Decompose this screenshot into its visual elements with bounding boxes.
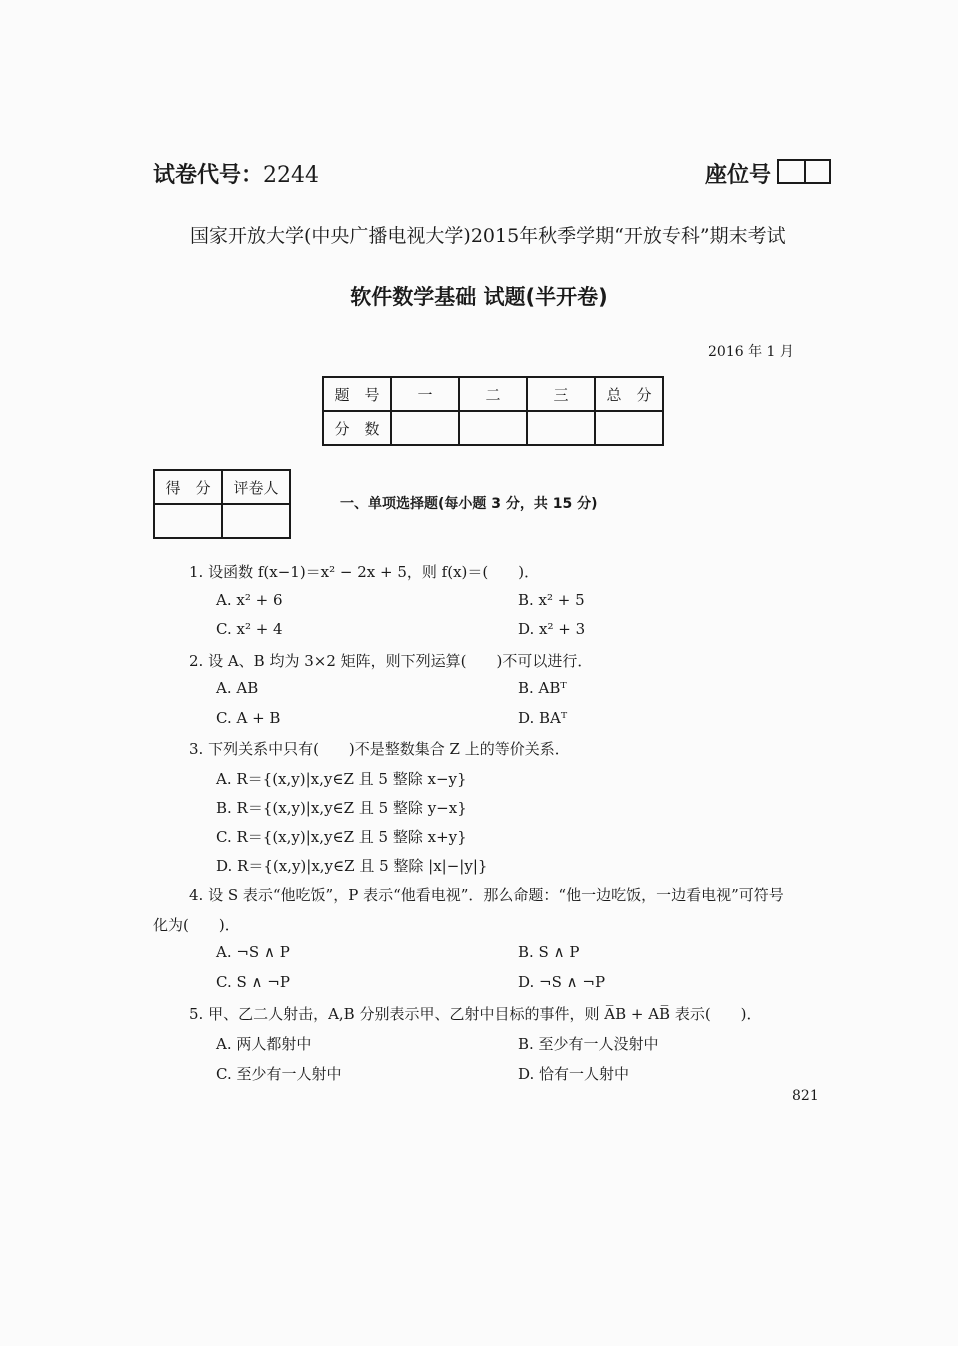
question-stem-continuation: 化为( )． bbox=[153, 916, 240, 934]
score-table-cell: 二 bbox=[459, 377, 527, 411]
grader-table-cell: 得 分 bbox=[154, 470, 222, 504]
score-table-cell: 题 号 bbox=[323, 377, 391, 411]
answer-option: D. ¬S ∧ ¬P bbox=[518, 973, 606, 991]
question-stem: 4. 设 S 表示“他吃饭”，P 表示“他看电视”．那么命题：“他一边吃饭，一边看电视”可符号 bbox=[189, 886, 784, 904]
question-stem: 3. 下列关系中只有( )不是整数集合 Z 上的等价关系． bbox=[189, 740, 570, 758]
seat-label: 座位号 bbox=[705, 163, 772, 188]
answer-option: C. x² + 4 bbox=[216, 620, 283, 638]
answer-option: C. 至少有一人射中 bbox=[216, 1065, 342, 1083]
course-title: 软件数学基础 试题(半开卷) bbox=[350, 285, 608, 309]
exam-title: 国家开放大学(中央广播电视大学)2015年秋季学期“开放专科”期末考试 bbox=[190, 225, 786, 247]
answer-option: C. A + B bbox=[216, 709, 281, 727]
score-table-header-row bbox=[323, 377, 663, 411]
score-table-cell: 分 数 bbox=[323, 411, 391, 445]
answer-option: B. x² + 5 bbox=[518, 591, 585, 609]
answer-option: A. x² + 6 bbox=[216, 591, 283, 609]
answer-option: D. 恰有一人射中 bbox=[518, 1065, 630, 1083]
exam-date: 2016 年 1 月 bbox=[708, 344, 794, 360]
score-entry-cell[interactable] bbox=[459, 411, 527, 445]
paper-code-label: 试卷代号： bbox=[153, 163, 264, 188]
question-stem: 5. 甲、乙二人射击，A,B 分别表示甲、乙射中目标的事件，则 A̅B + AB̅ 表示( )． bbox=[189, 1005, 762, 1023]
grader-table bbox=[153, 469, 291, 539]
section-title: 一、单项选择题(每小题 3 分，共 15 分) bbox=[340, 496, 598, 512]
score-entry-cell[interactable] bbox=[595, 411, 663, 445]
score-table-cell: 三 bbox=[527, 377, 595, 411]
grader-entry-cell[interactable] bbox=[154, 504, 222, 538]
question-stem: 2. 设 A、B 均为 3×2 矩阵，则下列运算( )不可以进行． bbox=[189, 652, 593, 670]
answer-option: B. S ∧ P bbox=[518, 943, 580, 961]
score-entry-cell[interactable] bbox=[391, 411, 459, 445]
paper-code-value: 2244 bbox=[263, 163, 320, 188]
answer-option: B. ABᵀ bbox=[518, 679, 567, 697]
score-table-score-row bbox=[323, 411, 663, 445]
grader-table-cell: 评卷人 bbox=[222, 470, 290, 504]
answer-option: B. 至少有一人没射中 bbox=[518, 1035, 659, 1053]
answer-option: B. R＝{(x,y)|x,y∈Z 且 5 整除 y−x} bbox=[216, 799, 467, 817]
score-entry-cell[interactable] bbox=[527, 411, 595, 445]
question-stem: 1. 设函数 f(x−1)＝x² − 2x + 5，则 f(x)＝( )． bbox=[189, 563, 540, 581]
score-table bbox=[322, 376, 664, 446]
grader-table-entry-row bbox=[154, 504, 290, 538]
answer-option: D. BAᵀ bbox=[518, 709, 568, 727]
score-table-cell: 一 bbox=[391, 377, 459, 411]
answer-option: D. x² + 3 bbox=[518, 620, 586, 638]
grader-table-header-row bbox=[154, 470, 290, 504]
answer-option: C. S ∧ ¬P bbox=[216, 973, 290, 991]
answer-option: A. ¬S ∧ P bbox=[216, 943, 290, 961]
score-table-cell: 总 分 bbox=[595, 377, 663, 411]
answer-option: A. R＝{(x,y)|x,y∈Z 且 5 整除 x−y} bbox=[216, 770, 467, 788]
answer-option: C. R＝{(x,y)|x,y∈Z 且 5 整除 x+y} bbox=[216, 828, 467, 846]
seat-number-boxes bbox=[777, 159, 831, 184]
grader-entry-cell[interactable] bbox=[222, 504, 290, 538]
page-number: 821 bbox=[792, 1088, 819, 1104]
answer-option: A. 两人都射中 bbox=[216, 1035, 312, 1053]
paper-code bbox=[153, 158, 319, 189]
answer-option: D. R＝{(x,y)|x,y∈Z 且 5 整除 |x|−|y|} bbox=[216, 857, 488, 875]
answer-option: A. AB bbox=[216, 679, 259, 697]
